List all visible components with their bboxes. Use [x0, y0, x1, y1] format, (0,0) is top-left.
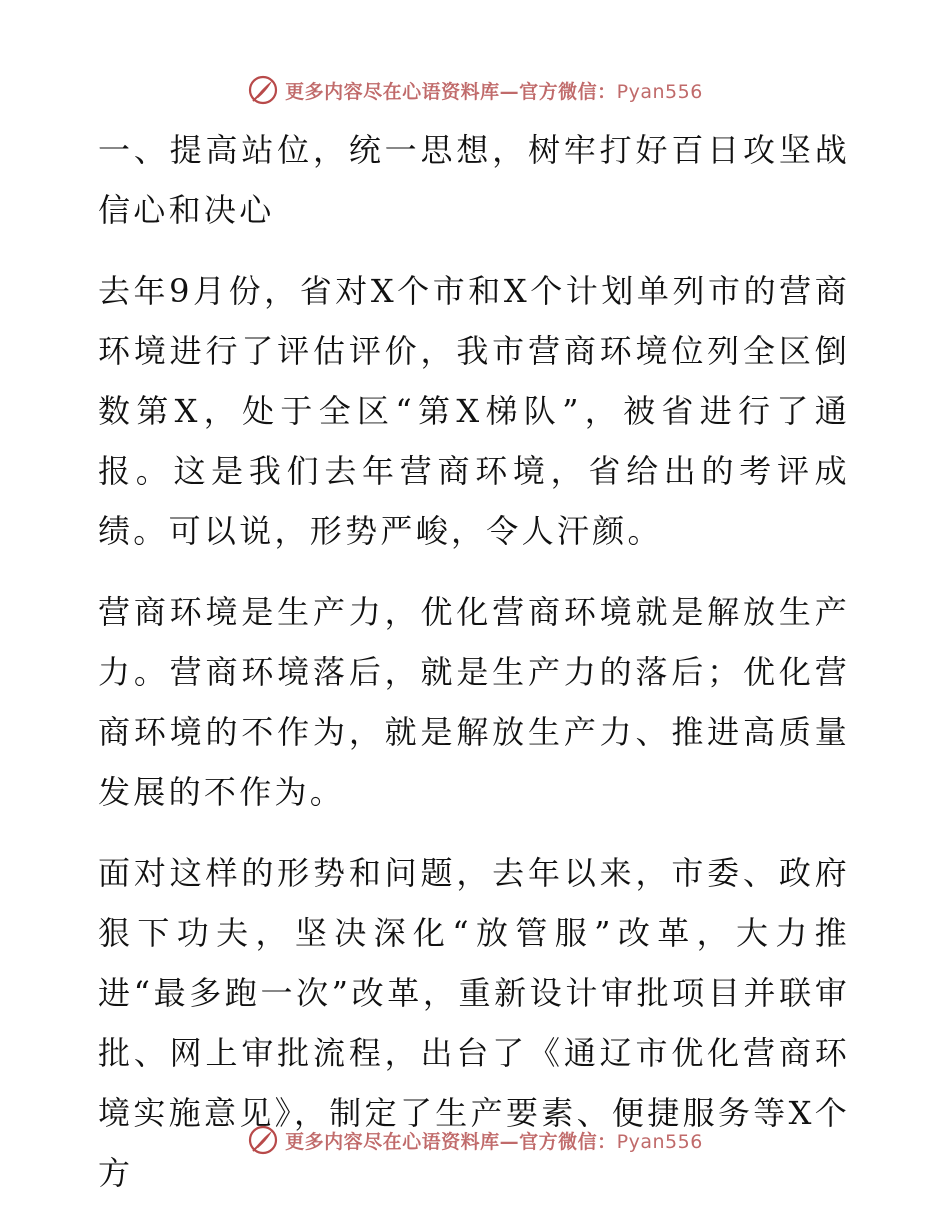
quill-logo-icon — [247, 1124, 279, 1156]
document-body — [98, 120, 850, 1203]
watermark-text: 更多内容尽在心语资料库—官方微信：Pyan556 — [285, 80, 703, 103]
watermark-id: Pyan556 — [616, 1130, 703, 1153]
paragraph-assessment: 去年9月份，省对X个市和X个计划单列市的营商环境进行了评估评价，我市营商环境位列全区倒数第X，处于全区“第X梯队”，被省进行了通报。这是我们去年营商环境，省给出的考评成绩。可以说，形势严峻，令人汗颜。 — [98, 272, 850, 550]
header-watermark — [0, 70, 950, 110]
section-heading: 一、提高站位，统一思想，树牢打好百日攻坚战信心和决心 — [98, 131, 850, 229]
watermark-group — [247, 1124, 703, 1156]
watermark-id: Pyan556 — [616, 80, 703, 103]
paragraph-reform: 面对这样的形势和问题，去年以来，市委、政府狠下功夫，坚决深化“放管服”改革，大力推进“最多跑一次”改革，重新设计审批项目并联审批、网上审批流程，出台了《通辽市优化营商环境实施意见》，制定了生产要素、便捷服务等X个方 — [98, 854, 850, 1192]
footer-watermark — [0, 1120, 950, 1160]
paragraph-productivity: 营商环境是生产力，优化营商环境就是解放生产力。营商环境落后，就是生产力的落后；优化营商环境的不作为，就是解放生产力、推进高质量发展的不作为。 — [98, 593, 850, 811]
quill-logo-icon — [247, 74, 279, 106]
watermark-text: 更多内容尽在心语资料库—官方微信：Pyan556 — [285, 1130, 703, 1153]
watermark-group — [247, 74, 703, 106]
